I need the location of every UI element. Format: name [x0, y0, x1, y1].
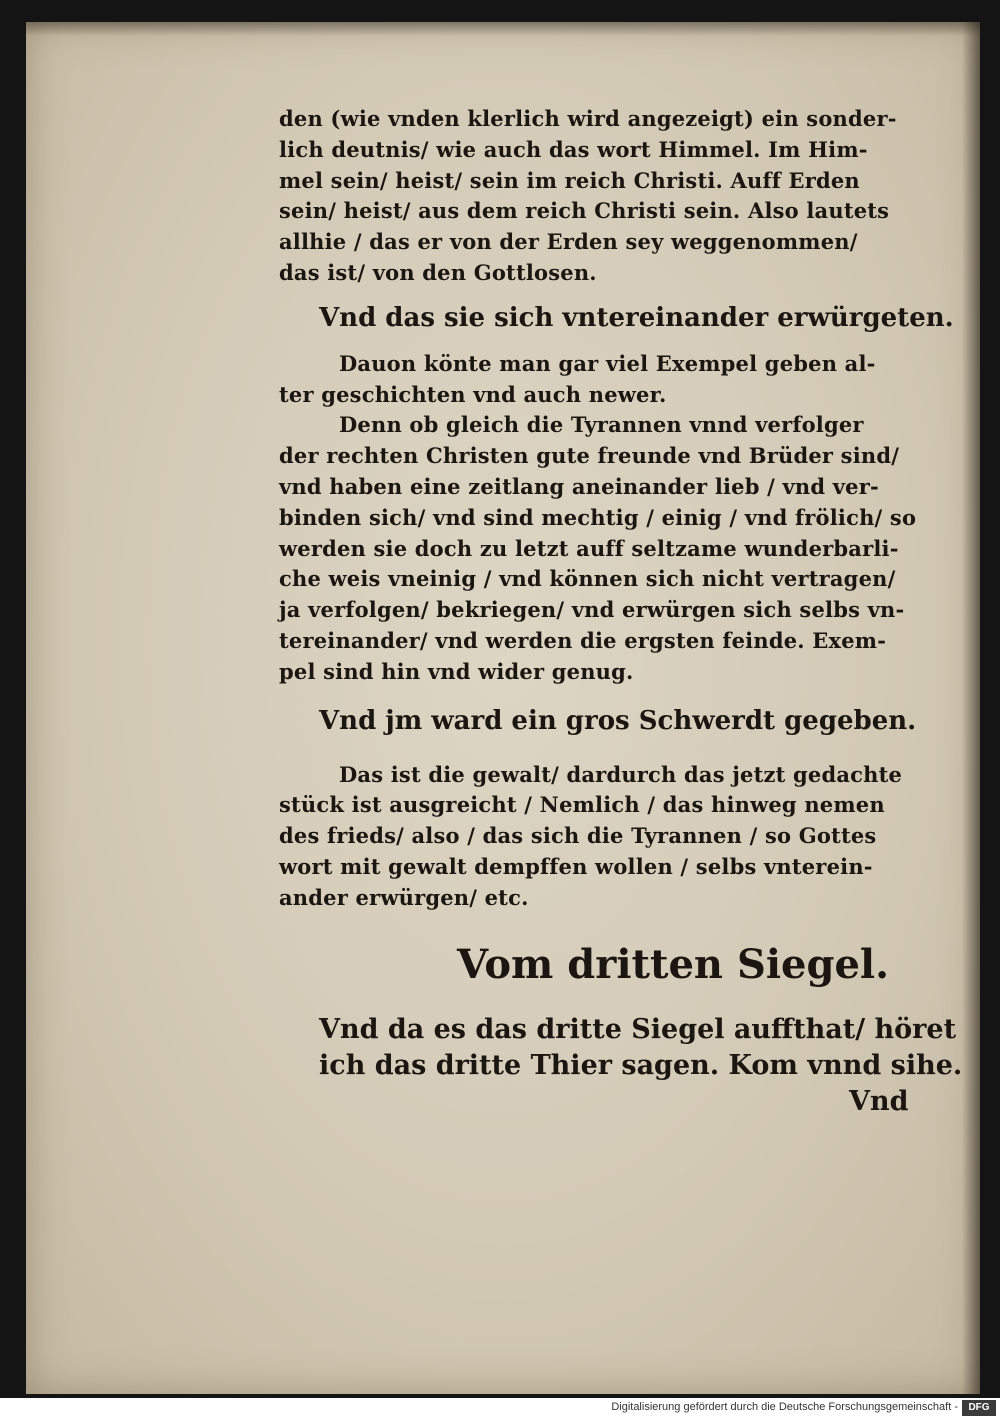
- paragraph-third-seal: [279, 1012, 969, 1120]
- text-line: sein/ heist/ aus dem reich Christi sein. Also lautets: [279, 198, 890, 224]
- text-line: Denn ob gleich die Tyrannen vnnd verfolger: [339, 412, 864, 438]
- text-line: vnd haben eine zeitlang aneinander lieb / vnd ver-: [279, 473, 879, 499]
- book-page: [26, 22, 980, 1394]
- text-line: ich das dritte Thier sagen. Kom vnnd sihe.: [319, 1049, 963, 1081]
- text-line: Dauon könte man gar viel Exempel geben al-: [339, 350, 876, 376]
- footer-bar: [0, 1398, 1000, 1419]
- text-line: werden sie doch zu letzt auff seltzame wunderbarli-: [279, 535, 899, 561]
- text-line: Das ist die gewalt/ dardurch das jetzt gedachte: [339, 761, 903, 787]
- text-line: lich deutnis/ wie auch das wort Himmel. Im Him-: [279, 136, 868, 162]
- text-line: mel sein/ heist/ sein im reich Christi. Auff Erden: [279, 167, 860, 193]
- paragraph-examples: [279, 349, 969, 411]
- text-line: allhie / das er von der Erden sey weggenommen/: [279, 229, 858, 255]
- text-line: den (wie vnden klerlich wird angezeigt) ein sonder-: [279, 106, 897, 131]
- paragraph-continued: [279, 104, 969, 289]
- verse-heading-1: Vnd das sie sich vntereinander erwürgeten.: [319, 302, 954, 333]
- text-line: das ist/ von den Gottlosen.: [279, 259, 597, 285]
- verse-heading-2: Vnd jm ward ein gros Schwerdt gegeben.: [319, 705, 917, 736]
- paragraph-tyrants: [279, 410, 969, 687]
- text-line: stück ist ausgreicht / Nemlich / das hinweg nemen: [279, 792, 885, 818]
- text-line: pel sind hin vnd wider genug.: [279, 658, 634, 684]
- funding-note: Digitalisierung gefördert durch die Deutsche Forschungsgemeinschaft -: [611, 1401, 958, 1413]
- catchword: Vnd: [849, 1085, 909, 1117]
- text-line: che weis vneinig / vnd können sich nicht vertragen/: [279, 566, 896, 592]
- text-line: der rechten Christen gute freunde vnd Brüder sind/: [279, 443, 900, 469]
- page-text: [279, 104, 969, 1120]
- text-line: ja verfolgen/ bekriegen/ vnd erwürgen sich selbs vn-: [279, 597, 905, 623]
- text-line: des frieds/ also / das sich die Tyrannen / so Gottes: [279, 823, 877, 849]
- paragraph-sword: [279, 760, 969, 914]
- dfg-logo[interactable]: DFG: [962, 1400, 996, 1416]
- text-line: ter geschichten vnd auch newer.: [279, 381, 667, 407]
- text-line: wort mit gewalt dempffen wollen / selbs vnterein-: [279, 853, 873, 879]
- text-line: binden sich/ vnd sind mechtig / einig / vnd frölich/ so: [279, 504, 917, 530]
- text-line: ander erwürgen/ etc.: [279, 884, 529, 910]
- page-top-shadow: [26, 22, 980, 36]
- text-line: Vnd da es das dritte Siegel auffthat/ höret: [319, 1013, 957, 1045]
- text-line: tereinander/ vnd werden die ergsten feinde. Exem-: [279, 627, 887, 653]
- section-title: Vom dritten Siegel.: [457, 940, 890, 988]
